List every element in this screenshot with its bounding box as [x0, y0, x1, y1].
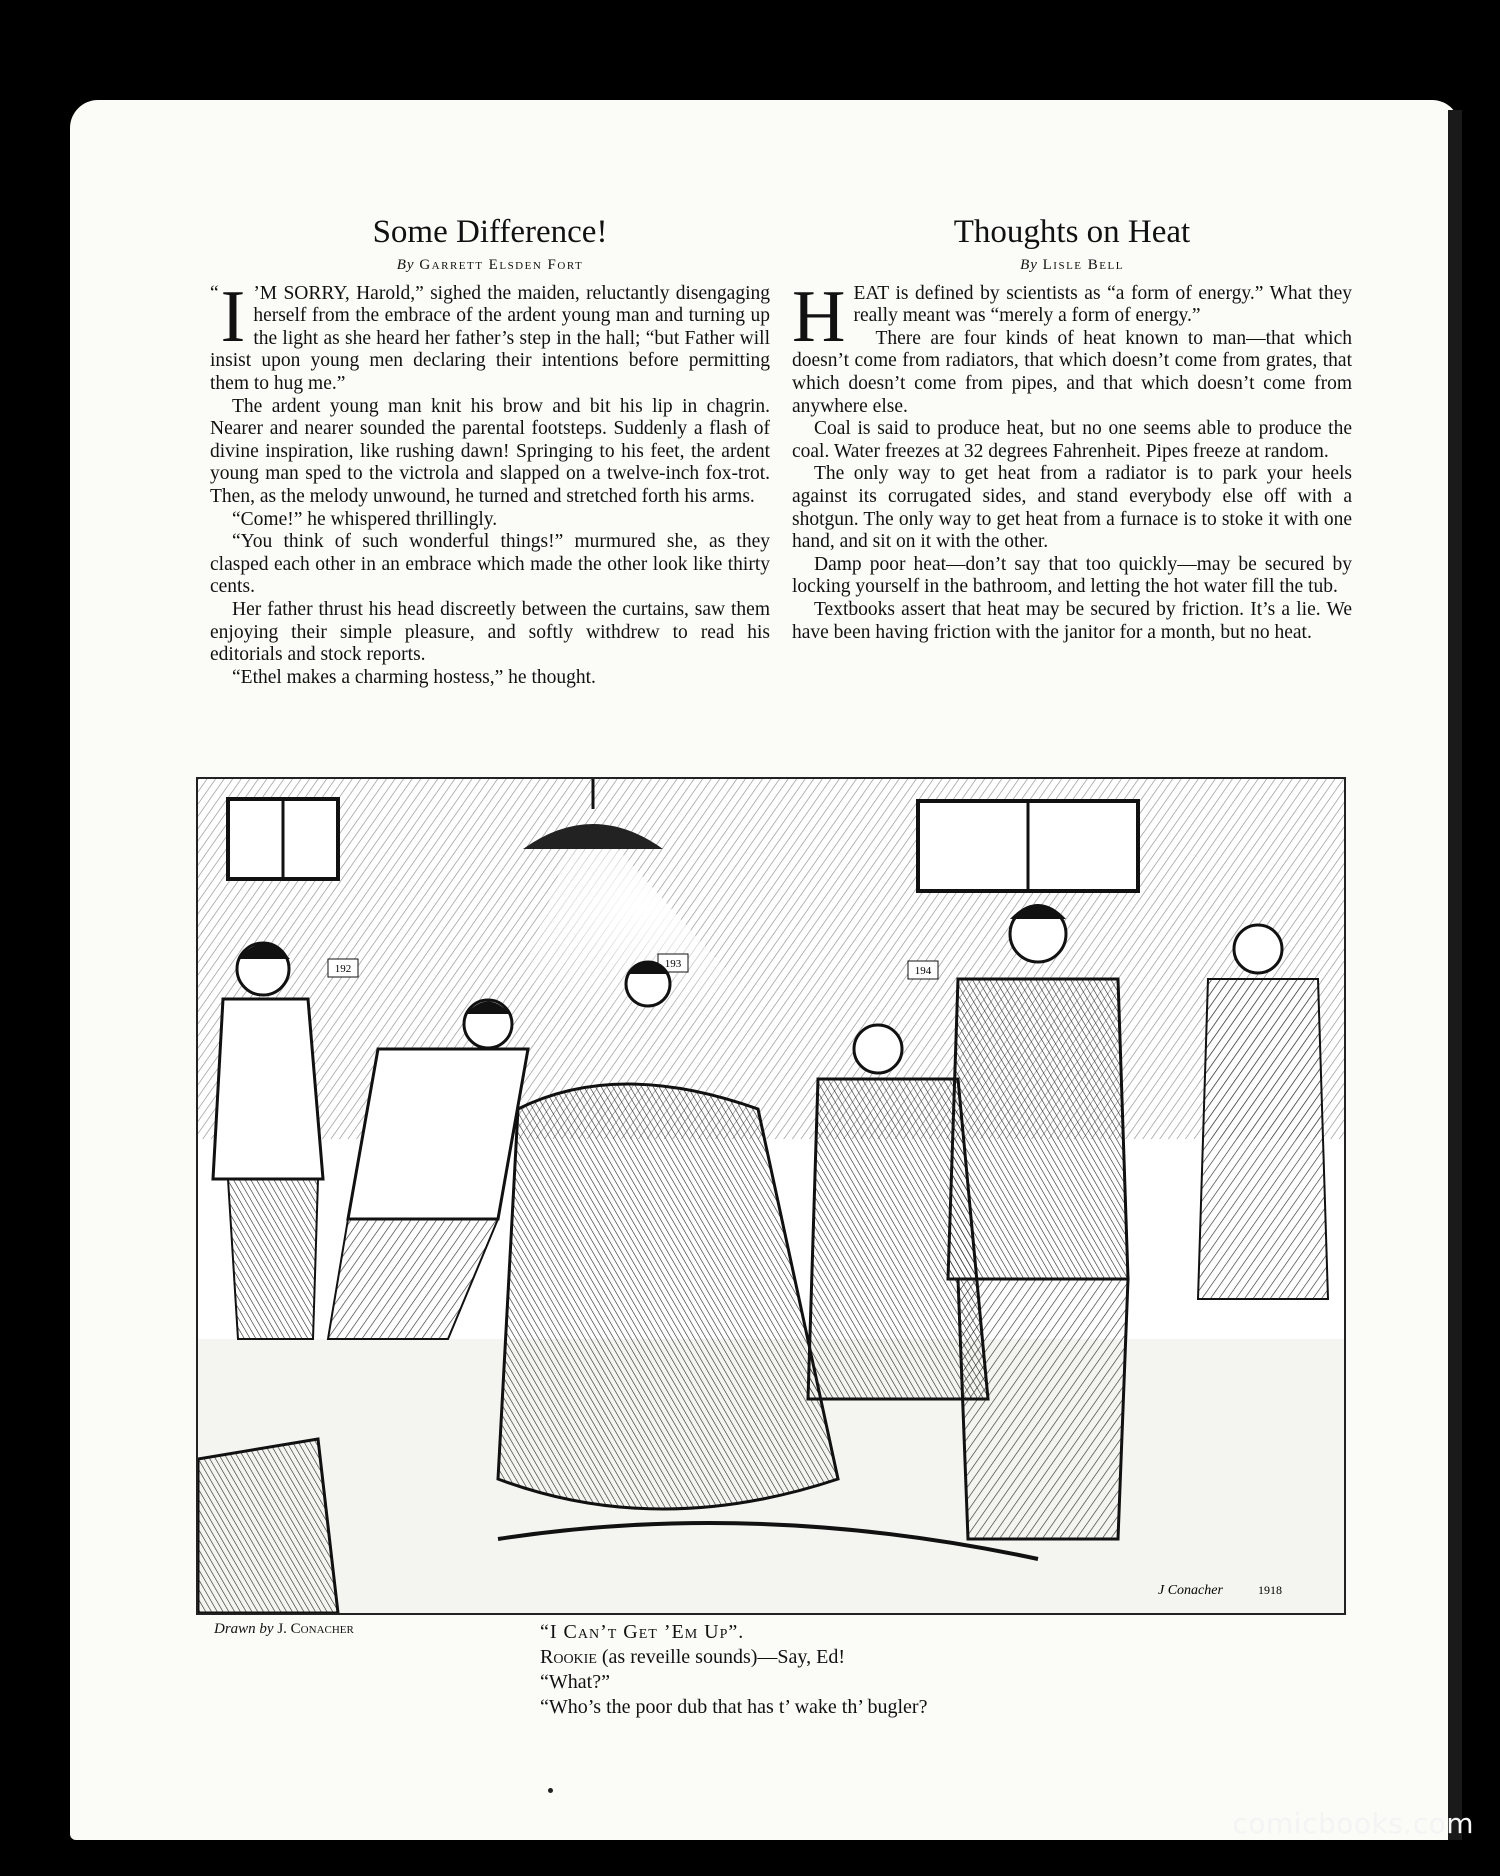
signature-year: 1918: [1258, 1583, 1282, 1597]
artist-signature: J Conacher: [1158, 1583, 1223, 1598]
drop-cap: I: [220, 275, 246, 358]
article-some-difference: [210, 212, 770, 689]
cartoon-caption: [540, 1620, 1140, 1720]
caption-speaker: Rookie: [540, 1646, 597, 1668]
barracks-drawing: [198, 779, 1344, 1613]
paragraph-3: Coal is said to produce heat, but no one seems able to produce the coal. Water freezes at 32 degrees Fahrenheit. Pipes freeze at random.: [792, 418, 1352, 462]
caption-line-1: [540, 1645, 1140, 1670]
caption-line-3: “Who’s the poor dub that has t’ wake th’ bugler?: [540, 1696, 928, 1718]
paragraph-6: Textbooks assert that heat may be secured by friction. It’s a lie. We have been having friction with the janitor for a month, but no heat.: [792, 598, 1352, 643]
byline-prefix: By: [1020, 257, 1038, 273]
byline-author: Lisle Bell: [1042, 257, 1124, 273]
barracks-illustration: [196, 777, 1346, 1615]
back-wall: [198, 779, 1344, 1139]
paragraph-text: ’M SORRY, Harold,” sighed the maiden, reluctantly disengaging herself from the embrace of the ardent young man and turning up the light as she heard her father’s step in the hall; “but Father will insist upon young men declaring their intentions before permitting them to hug me.”: [210, 282, 770, 394]
paragraph-5: Her father thrust his head discreetly between the curtains, saw them enjoying their simple pleasure, and softly withdrew to read his editorials and stock reports.: [210, 598, 770, 666]
site-watermark: comicbooks.com: [1232, 1807, 1474, 1840]
soldier-standing-left: [213, 943, 323, 1339]
byline-prefix: By: [396, 257, 415, 273]
caption-title: “I Can’t Get ’Em Up”.: [540, 1621, 745, 1643]
quote-mark: “: [210, 282, 219, 304]
paragraph-1: [210, 275, 770, 396]
svg-text:193: 193: [664, 958, 682, 970]
paragraph-3: “Come!” he whispered thrillingly.: [232, 508, 498, 530]
bugler-figure: [626, 962, 670, 1007]
byline-author: Garrett Elsden Fort: [419, 257, 584, 273]
drop-cap: H: [792, 275, 846, 358]
page-edge-shadow: [1448, 110, 1462, 1840]
bed-placard-192: [328, 959, 358, 977]
credit-artist: J. Conacher: [277, 1621, 354, 1637]
paragraph-4: The only way to get heat from a radiator is to park your heels against its corrugated sides, and stand everybody else off with a shotgun. The only way to get heat from a furnace is to stoke it with one hand, and sit on it with the other.: [792, 463, 1352, 553]
window-left: [228, 799, 338, 879]
svg-text:194: 194: [914, 965, 932, 977]
credit-prefix: Drawn by: [214, 1621, 274, 1637]
article-byline: [792, 254, 1352, 277]
bed-placard-194: [908, 961, 938, 979]
central-bed-blanket: [498, 1084, 838, 1509]
paragraph-4: “You think of such wonderful things!” murmured she, as they clasped each other in an embrace which made the other look like thirty cents.: [210, 531, 770, 598]
illustration-credit: [214, 1621, 354, 1638]
stove: [198, 1439, 338, 1613]
soldier-standing-right: [948, 904, 1128, 1539]
article-title: Some Difference!: [372, 214, 608, 250]
paragraph-2: The ardent young man knit his brow and bit his lip in chagrin. Nearer and nearer sounded the parental footsteps. Suddenly a flash of divine inspiration, like rushing dawn! Springing to his feet, the ardent young man sped to the victrola and slapped on a twelve-inch fox-trot. Then, as the melody unwound, he turned and stretched forth his arms.: [210, 395, 770, 507]
article-thoughts-on-heat: [792, 212, 1352, 644]
caption-line-1-text: (as reveille sounds)—Say, Ed!: [596, 1646, 845, 1668]
paragraph-5: Damp poor heat—don’t say that too quickly—may be secured by locking yourself in the bathroom, and letting the hot water fill the tub.: [792, 553, 1352, 598]
paragraph-6: “Ethel makes a charming hostess,” he thought.: [232, 666, 596, 688]
article-title: Thoughts on Heat: [953, 214, 1191, 250]
soldier-far-right: [1198, 925, 1328, 1299]
svg-text:192: 192: [334, 963, 352, 975]
paragraph-text: EAT is defined by scientists as “a form of energy.” What they really meant was “merely a form of energy.”: [853, 282, 1352, 327]
page-dot: [548, 1788, 553, 1793]
article-byline: [210, 254, 770, 277]
paragraph-1: [792, 275, 1352, 358]
paragraph-2: There are four kinds of heat known to man—that which doesn’t come from radiators, that which doesn’t come from grates, that which doesn’t come from pipes, and that which doesn’t come from anywhere else.: [792, 327, 1352, 417]
window-right: [918, 801, 1138, 891]
caption-line-2: “What?”: [540, 1671, 610, 1693]
